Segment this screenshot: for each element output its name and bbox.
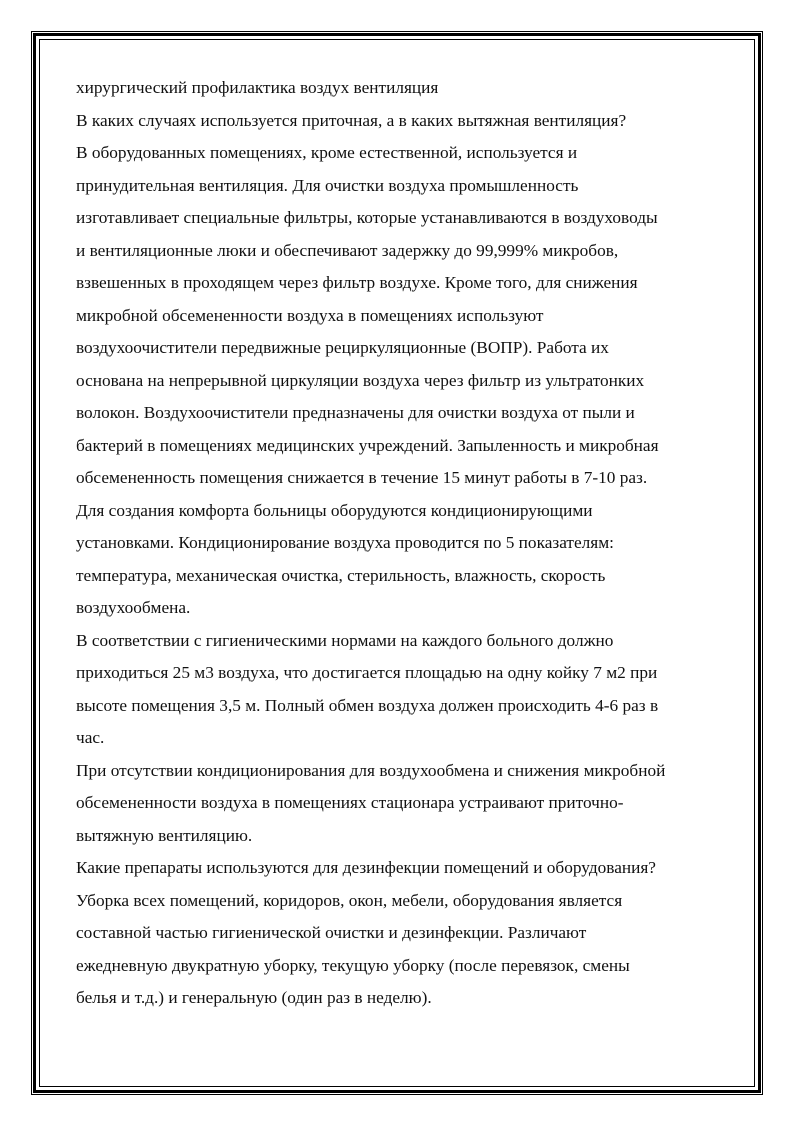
text-line: взвешенных в проходящем через фильтр воздухе. Кроме того, для снижения	[76, 273, 638, 292]
text-line: вытяжную вентиляцию.	[76, 825, 253, 845]
text-line: В соответствии с гигиеническими нормами на каждого больного должно	[76, 630, 614, 650]
text-line: При отсутствии кондиционирования для воздухообмена и снижения микробной	[76, 760, 666, 780]
text-line: воздухоочистители передвижные рециркуляционные (ВОПР). Работа их	[76, 338, 609, 357]
text-line: и вентиляционные люки и обеспечивают задержку до 99,999% микробов,	[76, 240, 619, 260]
text-line: основана на непрерывной циркуляции воздуха через фильтр из ультратонких	[76, 370, 645, 390]
text-line: температура, механическая очистка, стерильность, влажность, скорость	[76, 565, 606, 585]
text-line: установками. Кондиционирование воздуха проводится по 5 показателям:	[76, 533, 614, 552]
text-line: Уборка всех помещений, коридоров, окон, мебели, оборудования является	[76, 890, 623, 910]
text-line: микробной обсемененности воздуха в помещениях используют	[76, 305, 544, 325]
document-title: хирургический профилактика воздух вентиляция	[76, 78, 439, 97]
text-line: воздухообмена.	[76, 598, 191, 617]
text-line: изготавливает специальные фильтры, которые устанавливаются в воздуховоды	[76, 208, 658, 227]
text-line: волокон. Воздухоочистители предназначены для очистки воздуха от пыли и	[76, 403, 635, 422]
question-disinfection: Какие препараты используются для дезинфекции помещений и оборудования?	[76, 858, 656, 877]
text-line: приходиться 25 м3 воздуха, что достигается площадью на одну койку 7 м2 при	[76, 663, 658, 682]
text-line: В оборудованных помещениях, кроме естественной, используется и	[76, 143, 578, 162]
text-line: обсемененности воздуха в помещениях стационара устраивают приточно-	[76, 793, 624, 812]
text-line: Для создания комфорта больницы оборудуются кондиционирующими	[76, 500, 593, 520]
text-line: ежедневную двукратную уборку, текущую уборку (после перевязок, смены	[76, 955, 630, 975]
question-ventilation: В каких случаях используется приточная, а в каких вытяжная вентиляция?	[76, 110, 627, 130]
text-line: обсемененность помещения снижается в течение 15 минут работы в 7-10 раз.	[76, 468, 648, 487]
text-line: час.	[76, 728, 105, 747]
text-line: принудительная вентиляция. Для очистки воздуха промышленность	[76, 175, 579, 195]
text-line: бактерий в помещениях медицинских учреждений. Запыленность и микробная	[76, 435, 659, 455]
text-line: высоте помещения 3,5 м. Полный обмен воздуха должен происходить 4-6 раз в	[76, 695, 659, 715]
text-line: белья и т.д.) и генеральную (один раз в неделю).	[76, 988, 432, 1007]
text-line: составной частью гигиенической очистки и дезинфекции. Различают	[76, 923, 587, 942]
document-body	[76, 72, 736, 1015]
